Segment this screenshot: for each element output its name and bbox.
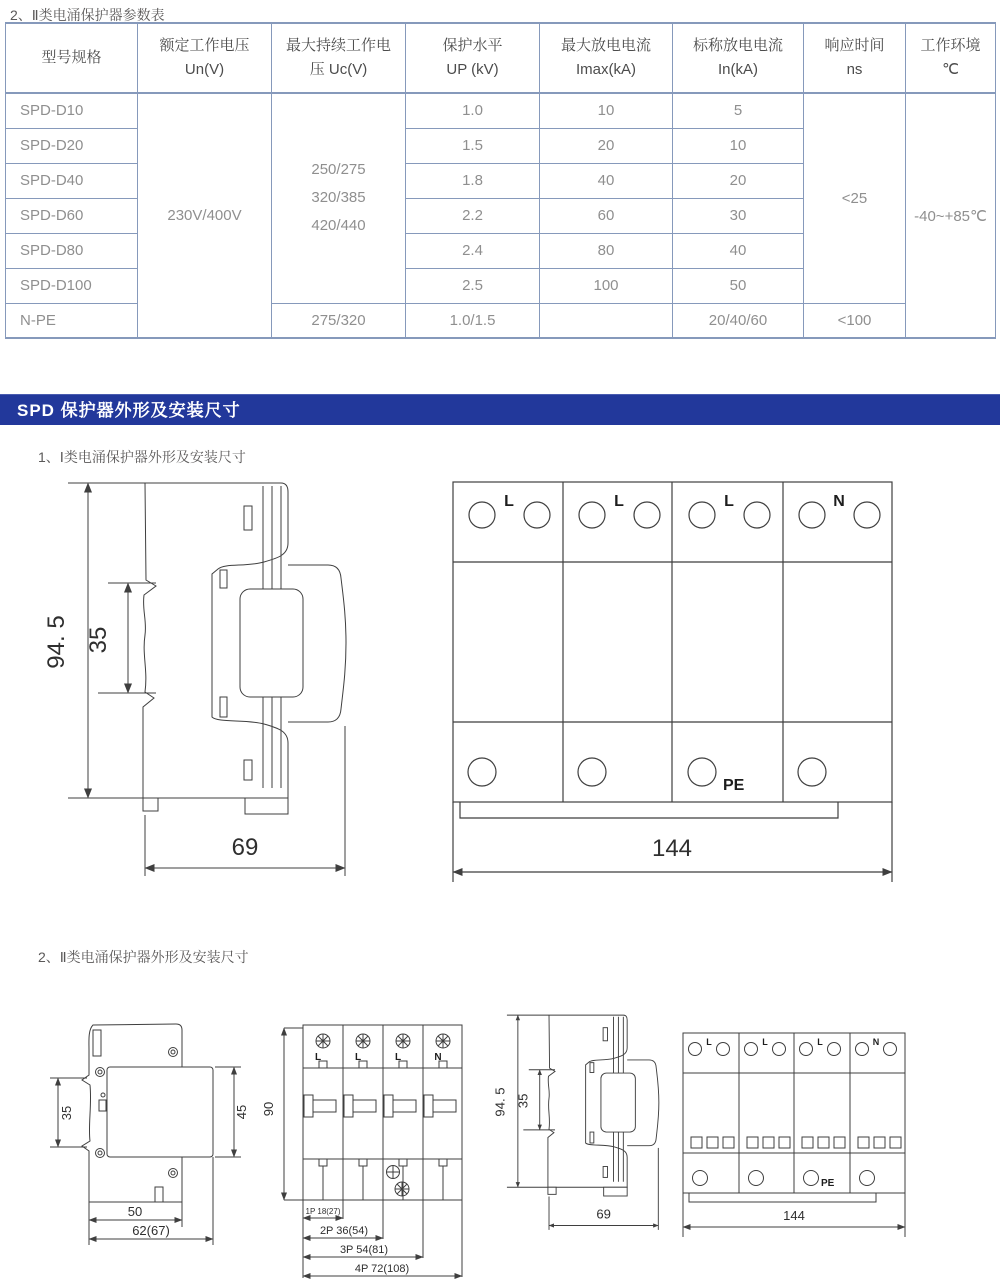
cell-imax: 100	[540, 268, 673, 303]
cell-up: 1.8	[406, 163, 540, 198]
cell-up: 1.0	[406, 93, 540, 128]
header-line: 最大放电电流	[560, 37, 651, 54]
type2-front-view-a-drawing	[260, 1005, 475, 1287]
cell-in: 20/40/60	[673, 303, 804, 338]
col-header-imax	[540, 23, 673, 93]
cell-response-merged: <25	[804, 93, 906, 303]
dim-rail-label: 35	[59, 1105, 74, 1121]
cell-up: 2.2	[406, 198, 540, 233]
dim-1p-label: 1P 18(27)	[305, 1207, 341, 1216]
cell-up: 1.5	[406, 128, 540, 163]
cell-model: SPD-D20	[6, 128, 138, 163]
cell-model: SPD-D10	[6, 93, 138, 128]
terminal-label-l2: L	[354, 1052, 362, 1063]
dim-body-label: 45	[234, 1104, 249, 1120]
header-line: In(kA)	[717, 61, 758, 78]
header-line: 型号规格	[41, 49, 102, 66]
col-header-in	[673, 23, 804, 93]
cell-model: SPD-D60	[6, 198, 138, 233]
cell-imax: 20	[540, 128, 673, 163]
parameters-table	[5, 22, 996, 339]
cell-response: <100	[804, 303, 906, 338]
col-header-un	[138, 23, 272, 93]
type2-side-view-b-drawing	[497, 1008, 683, 1243]
uc-line: 250/275	[311, 161, 366, 179]
col-header-uc	[272, 23, 406, 93]
cell-model: SPD-D80	[6, 233, 138, 268]
dim-width-label: 144	[783, 1208, 805, 1223]
cell-up: 2.4	[406, 233, 540, 268]
cell-in: 40	[673, 233, 804, 268]
header-line: 响应时间	[824, 37, 885, 54]
terminal-label-l2: L	[614, 493, 624, 510]
cell-imax: 80	[540, 233, 673, 268]
type2-front-view-b-drawing	[675, 1015, 1000, 1250]
terminal-label-pe: PE	[821, 1178, 835, 1189]
terminal-label-l3: L	[817, 1037, 823, 1047]
cell-in: 5	[673, 93, 804, 128]
cell-in: 50	[673, 268, 804, 303]
terminal-label-l3: L	[724, 493, 734, 510]
terminal-label-n: N	[872, 1037, 880, 1047]
uc-line: 320/385	[311, 189, 366, 207]
cell-env-merged: -40~+85℃	[906, 93, 996, 338]
cell-imax: 10	[540, 93, 673, 128]
table-title: 2、Ⅱ类电涌保护器参数表	[10, 7, 165, 23]
terminal-label-pe: PE	[723, 777, 745, 794]
col-header-up	[406, 23, 540, 93]
section-banner: SPD 保护器外形及安装尺寸	[0, 394, 1000, 425]
type1-side-view-drawing	[50, 470, 390, 900]
cell-un-merged: 230V/400V	[138, 93, 272, 338]
dim-2p-label: 2P 36(54)	[319, 1225, 369, 1237]
cell-in: 30	[673, 198, 804, 233]
dim-3p-label: 3P 54(81)	[339, 1244, 389, 1256]
terminal-label-l2: L	[762, 1037, 768, 1047]
cell-in: 20	[673, 163, 804, 198]
terminal-label-n: N	[833, 493, 845, 510]
dim-height-label: 90	[261, 1101, 276, 1117]
header-line: ℃	[942, 61, 959, 78]
uc-line: 420/440	[311, 217, 366, 235]
cell-imax	[540, 303, 673, 338]
header-line: 压 Uc(V)	[309, 61, 368, 78]
header-row	[6, 23, 996, 93]
dim-width-label: 144	[651, 835, 693, 862]
header-line: UP (kV)	[446, 61, 499, 78]
header-line: 额定工作电压	[159, 37, 250, 54]
col-header-response	[804, 23, 906, 93]
terminal-label-l1: L	[706, 1037, 712, 1047]
subsection-1-title: 1、Ⅰ类电涌保护器外形及安装尺寸	[38, 449, 246, 465]
cell-up: 2.5	[406, 268, 540, 303]
subsection-2-title: 2、Ⅱ类电涌保护器外形及安装尺寸	[38, 949, 249, 965]
terminal-label-l1: L	[314, 1052, 322, 1063]
header-line: ns	[846, 61, 863, 78]
dim-width-outer-label: 62(67)	[132, 1223, 170, 1238]
table-row	[6, 93, 996, 128]
cell-model: SPD-D100	[6, 268, 138, 303]
terminal-label-l3: L	[394, 1052, 402, 1063]
cell-up: 1.0/1.5	[406, 303, 540, 338]
header-line: Un(V)	[184, 61, 225, 78]
header-line: 标称放电电流	[692, 37, 783, 54]
type1-front-view-drawing	[440, 470, 910, 900]
header-line: 保护水平	[442, 37, 503, 54]
cell-uc: 275/320	[272, 303, 406, 338]
header-line: 工作环境	[920, 37, 981, 54]
col-header-model	[6, 23, 138, 93]
cell-imax: 60	[540, 198, 673, 233]
cell-imax: 40	[540, 163, 673, 198]
terminal-label-n: N	[434, 1052, 442, 1063]
cell-uc-merged	[272, 93, 406, 303]
dim-4p-label: 4P 72(108)	[354, 1263, 410, 1275]
type2-side-view-a-drawing	[45, 1005, 275, 1250]
header-line: 最大持续工作电	[285, 37, 391, 54]
cell-model: N-PE	[6, 303, 138, 338]
terminal-label-l1: L	[504, 493, 514, 510]
dim-width-inner-label: 50	[127, 1204, 143, 1219]
header-line: Imax(kA)	[576, 61, 636, 78]
col-header-env	[906, 23, 996, 93]
cell-in: 10	[673, 128, 804, 163]
cell-model: SPD-D40	[6, 163, 138, 198]
